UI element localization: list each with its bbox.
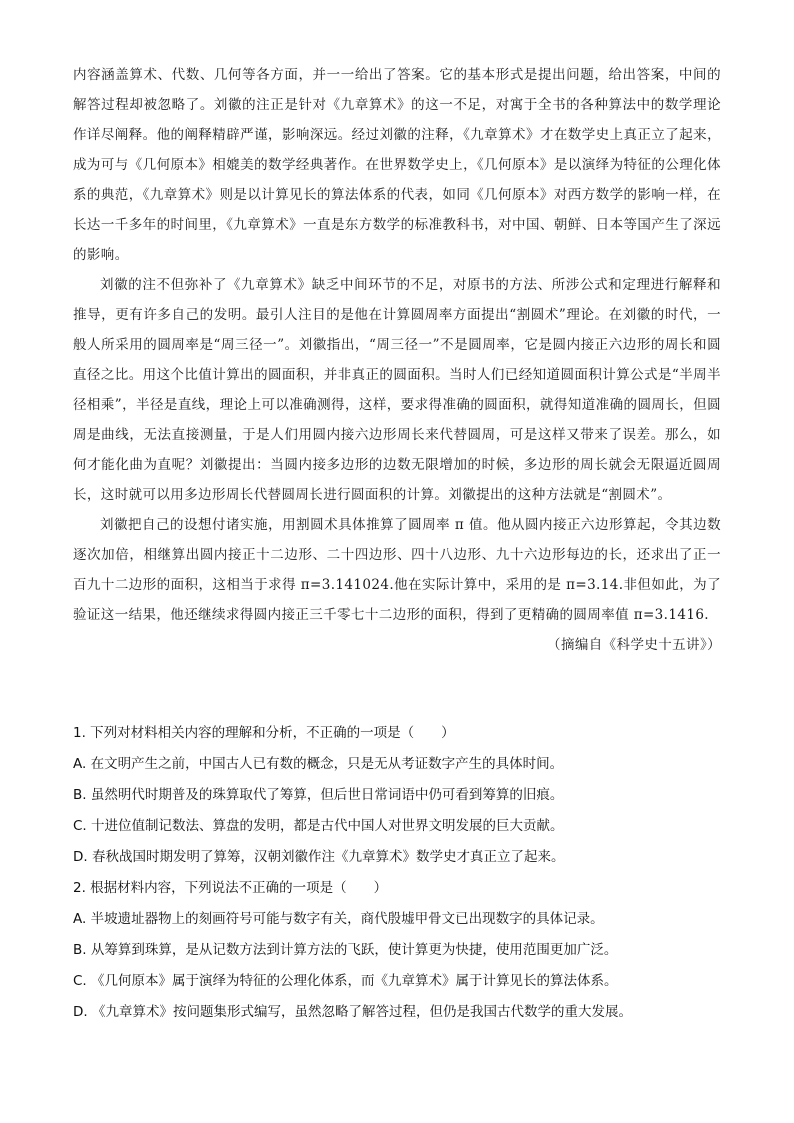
passage-paragraph-2: 刘徽的注不但弥补了《九章算术》缺乏中间环节的不足，对原书的方法、所涉公式和定理进行解释和推导，更有许多自己的发明。最引人注目的是他在计算圆周率方面提出“割圆术”理论。在刘徽的时代，一般人所采用的圆周率是“周三径一”。刘徽指出，“周三径一”不是圆周率，它是圆内接正六边形的周长和圆直径之比。用这个比值计算出的圆面积，并非真正的圆面积。当时人们已经知道圆面积计算公式是“半周半径相乘”，半径是直线，理论上可以准确测得，这样，要求得准确的圆面积，就得知道准确的圆周长，但圆周是曲线，无法直接测量，于是人们用圆内接六边形周长来代替圆周，可是这样又带来了误差。那么，如何才能化曲为直呢？刘徽提出：当圆内接多边形的边数无限增加的时候，多边形的周长就会无限逼近圆周长，这时就可以用多边形周长代替圆周长进行圆面积的计算。刘徽提出的这种方法就是“割圆术”。 [73,277,721,503]
question-section [73,718,721,1028]
reading-passage [73,60,721,660]
option-c: C. 《几何原本》属于演绎为特征的公理化体系，而《九章算术》属于计算见长的算法体系。 [73,973,618,989]
question-1 [73,718,721,873]
option-a: A. 在文明产生之前，中国古人已有数的概念，只是无从考证数字产生的具体时间。 [73,756,564,772]
passage-paragraph-3: 刘徽把自己的设想付诸实施，用割圆术具体推算了圆周率 π 值。他从圆内接正六边形算起，令其边数逐次加倍，相继算出圆内接正十二边形、二十四边形、四十八边形、九十六边形每边的长，还求出了正一百九十二边形的面积，这相当于求得 π=3.141024.他在实际计算中，采用的是 π=3.14.非但如此，为了验证这一结果，他还继续求得圆内接正三千零七十二边形的面积，得到了更精确的圆周率值 π=3.1416. [73,517,721,623]
option-c: C. 十进位值制记数法、算盘的发明，都是古代中国人对世界文明发展的巨大贡献。 [73,818,564,834]
passage-source: （摘编自《科学史十五讲》） [547,637,721,653]
option-a: A. 半坡遗址器物上的刻画符号可能与数字有关，商代殷墟甲骨文已出现数字的具体记录。 [73,911,604,927]
option-b: B. 从筹算到珠算，是从记数方法到计算方法的飞跃，使计算更为快捷，使用范围更加广泛。 [73,942,618,958]
question-2 [73,873,721,1028]
option-d: D. 《九章算术》按问题集形式编写，虽然忽略了解答过程，但仍是我国古代数学的重大发展。 [73,1004,632,1020]
passage-paragraph-1: 内容涵盖算术、代数、几何等各方面，并一一给出了答案。它的基本形式是提出问题，给出答案，中间的解答过程却被忽略了。刘徽的注正是针对《九章算术》的这一不足，对寓于全书的各种算法中的数学理论作详尽阐释。他的阐释精辟严谨，影响深远。经过刘徽的注释，《九章算术》才在数学史上真正立了起来，成为可与《几何原本》相媲美的数学经典著作。在世界数学史上，《几何原本》是以演绎为特征的公理化体系的典范，《九章算术》则是以计算见长的算法体系的代表，如同《几何原本》对西方数学的影响一样，在长达一千多年的时间里，《九章算术》一直是东方数学的标准教科书，对中国、朝鲜、日本等国产生了深远的影响。 [73,67,721,263]
option-b: B. 虽然明代时期普及的珠算取代了筹算，但后世日常词语中仍可看到筹算的旧痕。 [73,787,564,803]
question-stem: 2. 根据材料内容，下列说法不正确的一项是（ ） [73,880,388,896]
option-d: D. 春秋战国时期发明了算筹，汉朝刘徽作注《九章算术》数学史才真正立了起来。 [73,849,565,865]
question-stem: 1. 下列对材料相关内容的理解和分析，不正确的一项是（ ） [73,725,455,741]
